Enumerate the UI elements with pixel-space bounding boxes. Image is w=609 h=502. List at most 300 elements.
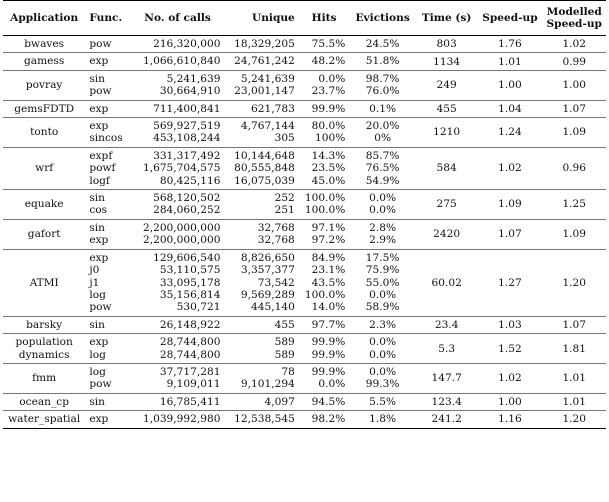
cell-hits-value: 80.0%	[311, 120, 346, 133]
cell-application-value: gamess	[24, 55, 65, 68]
cell-unique	[224, 147, 298, 189]
cell-application	[3, 316, 85, 333]
cell-calls-value: 530,721	[176, 301, 221, 314]
cell-time: 1210	[416, 118, 477, 148]
cell-application	[3, 334, 85, 364]
table-row	[3, 334, 606, 364]
cell-unique	[224, 334, 298, 364]
cell-calls-value: 1,039,992,980	[142, 413, 221, 426]
cell-time: 241.2	[416, 411, 477, 428]
cell-unique-value: 589	[274, 348, 295, 361]
cell-func-value: sin	[89, 318, 105, 331]
cell-evictions-value: 58.9%	[365, 301, 400, 314]
cell-hits-value: 23.5%	[311, 162, 346, 175]
cell-evictions-value: 0.0%	[369, 204, 397, 217]
cell-func-value: sin	[89, 192, 105, 205]
cell-calls	[131, 118, 225, 148]
cell-func-value: log	[89, 365, 106, 378]
header-modelled-line1: Modelled	[546, 6, 602, 18]
cell-application-value: ocean_cp	[19, 395, 70, 408]
cell-evictions	[349, 70, 416, 100]
cell-calls-value: 1,066,610,840	[142, 55, 221, 68]
cell-func-value: exp	[89, 336, 109, 349]
table-row	[3, 53, 606, 70]
cell-evictions-value: 0.0%	[369, 336, 397, 349]
cell-calls-value: 331,317,492	[153, 149, 221, 162]
cell-func-value: sincos	[89, 132, 123, 145]
cell-modelled-speedup: 1.07	[542, 316, 606, 333]
cell-calls-value: 216,320,000	[153, 38, 221, 50]
cell-modelled-speedup: 1.01	[542, 393, 606, 410]
cell-func-value: pow	[89, 38, 112, 50]
cell-calls-value: 711,400,841	[153, 102, 221, 115]
cell-calls-value: 5,241,639	[166, 72, 221, 85]
cell-calls	[131, 219, 225, 249]
cell-calls	[131, 411, 225, 428]
cell-unique-value: 32,768	[257, 221, 295, 234]
cell-calls-value: 2,200,000,000	[142, 221, 221, 234]
cell-unique-value: 73,542	[257, 276, 295, 289]
cell-unique-value: 24,761,242	[234, 55, 295, 68]
cell-unique	[224, 411, 298, 428]
cell-evictions-value: 5.5%	[369, 395, 397, 408]
header-unique: Unique	[224, 1, 298, 36]
cell-func-value: sin	[89, 395, 105, 408]
cell-application-value: water_spatial	[8, 413, 81, 426]
cell-func-value: pow	[89, 378, 112, 391]
table-row	[3, 147, 606, 189]
cell-evictions	[349, 334, 416, 364]
cell-hits	[299, 316, 349, 333]
cell-unique-value: 445,140	[251, 301, 295, 314]
cell-calls	[131, 147, 225, 189]
cell-hits	[299, 53, 349, 70]
cell-unique-value: 305	[274, 132, 295, 145]
cell-calls	[131, 316, 225, 333]
cell-speedup: 1.03	[477, 316, 542, 333]
cell-calls	[131, 363, 225, 393]
cell-func-value: j1	[89, 276, 100, 289]
cell-evictions-value: 20.0%	[365, 120, 400, 133]
cell-time: 123.4	[416, 393, 477, 410]
cell-unique-value: 9,101,294	[240, 378, 295, 391]
cell-time: 23.4	[416, 316, 477, 333]
cell-func	[85, 219, 130, 249]
cell-unique-value: 8,826,650	[240, 251, 295, 264]
cell-calls-value: 284,060,252	[153, 204, 221, 217]
cell-func-value: log	[89, 288, 106, 301]
cell-unique-value: 4,097	[264, 395, 295, 408]
cell-calls-value: 568,120,502	[153, 192, 221, 205]
cell-calls-value: 37,717,281	[159, 365, 221, 378]
cell-func-value: sin	[89, 72, 105, 85]
cell-application-value: equake	[24, 198, 64, 211]
cell-hits-value: 45.0%	[311, 174, 346, 187]
cell-evictions-value: 76.5%	[365, 162, 400, 175]
cell-calls	[131, 100, 225, 117]
cell-application	[3, 219, 85, 249]
cell-func	[85, 36, 130, 53]
table-row	[3, 100, 606, 117]
cell-func-value: exp	[89, 120, 109, 133]
cell-unique-value: 4,767,144	[240, 120, 295, 133]
cell-calls	[131, 334, 225, 364]
cell-speedup: 1.02	[477, 147, 542, 189]
cell-evictions	[349, 53, 416, 70]
cell-speedup: 1.07	[477, 219, 542, 249]
cell-func-value: pow	[89, 301, 112, 314]
cell-modelled-speedup: 1.25	[542, 190, 606, 220]
header-calls: No. of calls	[131, 1, 225, 36]
cell-unique-value: 32,768	[257, 234, 295, 247]
cell-func-value: exp	[89, 234, 109, 247]
cell-calls	[131, 36, 225, 53]
header-modelled-speedup	[542, 1, 606, 36]
cell-time: 60.02	[416, 249, 477, 316]
cell-hits-value: 23.7%	[311, 85, 346, 98]
cell-application	[3, 100, 85, 117]
cell-unique-value: 5,241,639	[240, 72, 295, 85]
cell-speedup: 1.16	[477, 411, 542, 428]
cell-calls-value: 28,744,800	[159, 348, 221, 361]
cell-application	[3, 411, 85, 428]
cell-evictions-value: 51.8%	[365, 55, 400, 68]
cell-unique-value: 78	[281, 365, 295, 378]
cell-unique	[224, 190, 298, 220]
cell-hits	[299, 36, 349, 53]
cell-evictions-value: 2.9%	[369, 234, 397, 247]
cell-calls-value: 9,109,011	[166, 378, 221, 391]
cell-speedup: 1.04	[477, 100, 542, 117]
cell-func	[85, 393, 130, 410]
header-modelled-line2: Speed-up	[546, 18, 602, 30]
cell-hits-value: 100.0%	[304, 192, 346, 205]
cell-hits-value: 0.0%	[318, 378, 346, 391]
cell-hits-value: 23.1%	[311, 264, 346, 277]
cell-calls-value: 28,744,800	[159, 336, 221, 349]
cell-calls	[131, 70, 225, 100]
cell-evictions	[349, 249, 416, 316]
cell-func	[85, 316, 130, 333]
cell-func-value: expf	[89, 149, 113, 162]
cell-func-value: j0	[89, 264, 100, 277]
cell-hits-value: 97.1%	[311, 221, 346, 234]
cell-application-value: population	[15, 336, 73, 349]
cell-application-value: wrf	[35, 162, 54, 175]
cell-evictions-value: 0.0%	[369, 192, 397, 205]
cell-speedup: 1.27	[477, 249, 542, 316]
cell-calls-value: 453,108,244	[153, 132, 221, 145]
cell-evictions	[349, 100, 416, 117]
header-hits: Hits	[299, 1, 349, 36]
cell-evictions-value: 17.5%	[365, 251, 400, 264]
cell-evictions-value: 54.9%	[365, 174, 400, 187]
cell-application-value: gemsFDTD	[14, 102, 75, 115]
cell-hits	[299, 249, 349, 316]
cell-application	[3, 53, 85, 70]
cell-modelled-speedup: 1.20	[542, 411, 606, 428]
cell-unique-value: 621,783	[251, 102, 295, 115]
cell-hits-value: 43.5%	[311, 276, 346, 289]
cell-func	[85, 334, 130, 364]
header-speedup: Speed-up	[477, 1, 542, 36]
cell-hits	[299, 411, 349, 428]
cell-modelled-speedup: 0.99	[542, 53, 606, 70]
table-row	[3, 36, 606, 53]
cell-evictions	[349, 393, 416, 410]
cell-func	[85, 100, 130, 117]
cell-func	[85, 190, 130, 220]
cell-unique	[224, 219, 298, 249]
cell-modelled-speedup: 1.00	[542, 70, 606, 100]
cell-hits-value: 100.0%	[304, 288, 346, 301]
cell-application-value: bwaves	[24, 38, 65, 50]
cell-time: 803	[416, 36, 477, 53]
cell-evictions-value: 0.0%	[369, 288, 397, 301]
cell-calls-value: 1,675,704,575	[142, 162, 221, 175]
cell-hits-value: 14.0%	[311, 301, 346, 314]
cell-evictions-value: 99.3%	[365, 378, 400, 391]
table-row	[3, 249, 606, 316]
cell-time: 1134	[416, 53, 477, 70]
cell-unique-value: 80,555,848	[234, 162, 295, 175]
cell-func-value: log	[89, 348, 106, 361]
cell-modelled-speedup: 1.09	[542, 219, 606, 249]
cell-func	[85, 363, 130, 393]
cell-modelled-speedup: 1.02	[542, 36, 606, 53]
cell-unique-value: 589	[274, 336, 295, 349]
header-row	[3, 1, 606, 36]
cell-func	[85, 411, 130, 428]
cell-application-value: povray	[25, 79, 63, 92]
table-row	[3, 118, 606, 148]
cell-unique	[224, 100, 298, 117]
table-row	[3, 393, 606, 410]
cell-application-value: tonto	[30, 126, 59, 139]
cell-unique-value: 252	[274, 192, 295, 205]
cell-application	[3, 249, 85, 316]
cell-evictions	[349, 147, 416, 189]
cell-unique	[224, 36, 298, 53]
cell-hits	[299, 190, 349, 220]
cell-application	[3, 190, 85, 220]
cell-hits-value: 84.9%	[311, 251, 346, 264]
cell-speedup: 1.00	[477, 70, 542, 100]
cell-hits-value: 99.9%	[311, 102, 346, 115]
cell-hits	[299, 363, 349, 393]
cell-func-value: pow	[89, 85, 112, 98]
cell-hits	[299, 70, 349, 100]
cell-application	[3, 70, 85, 100]
cell-hits	[299, 393, 349, 410]
cell-unique-value: 23,001,147	[234, 85, 295, 98]
cell-speedup: 1.24	[477, 118, 542, 148]
cell-hits	[299, 334, 349, 364]
cell-calls-value: 33,095,178	[159, 276, 221, 289]
cell-application	[3, 363, 85, 393]
cell-modelled-speedup: 1.09	[542, 118, 606, 148]
cell-hits-value: 0.0%	[318, 72, 346, 85]
cell-hits	[299, 118, 349, 148]
cell-evictions	[349, 219, 416, 249]
cell-evictions-value: 76.0%	[365, 85, 400, 98]
cell-calls-value: 16,785,411	[159, 395, 221, 408]
cell-calls-value: 569,927,519	[153, 120, 221, 133]
cell-func-value: exp	[89, 55, 109, 68]
cell-application	[3, 147, 85, 189]
cell-modelled-speedup: 1.01	[542, 363, 606, 393]
cell-evictions-value: 0%	[374, 132, 392, 145]
cell-func-value: exp	[89, 251, 109, 264]
cell-calls	[131, 393, 225, 410]
cell-hits-value: 75.5%	[311, 38, 346, 50]
cell-speedup: 1.01	[477, 53, 542, 70]
cell-func-value: sin	[89, 221, 105, 234]
cell-unique	[224, 316, 298, 333]
cell-unique-value: 251	[274, 204, 295, 217]
cell-unique-value: 16,075,039	[234, 174, 295, 187]
cell-modelled-speedup: 1.20	[542, 249, 606, 316]
cell-speedup: 1.76	[477, 36, 542, 53]
table-row	[3, 190, 606, 220]
cell-unique-value: 18,329,205	[234, 38, 295, 50]
cell-func-value: exp	[89, 102, 109, 115]
cell-time: 275	[416, 190, 477, 220]
cell-evictions	[349, 190, 416, 220]
cell-evictions-value: 75.9%	[365, 264, 400, 277]
cell-calls	[131, 190, 225, 220]
cell-calls-value: 53,110,575	[159, 264, 221, 277]
cell-evictions-value: 2.8%	[369, 221, 397, 234]
cell-evictions-value: 24.5%	[365, 38, 400, 50]
cell-evictions-value: 98.7%	[365, 72, 400, 85]
cell-calls	[131, 249, 225, 316]
cell-unique-value: 3,357,377	[240, 264, 295, 277]
cell-application	[3, 393, 85, 410]
cell-calls-value: 30,664,910	[159, 85, 221, 98]
cell-calls-value: 80,425,116	[159, 174, 221, 187]
cell-application	[3, 36, 85, 53]
cell-time: 2420	[416, 219, 477, 249]
cell-hits-value: 48.2%	[311, 55, 346, 68]
cell-func	[85, 53, 130, 70]
cell-calls-value: 2,200,000,000	[142, 234, 221, 247]
cell-speedup: 1.02	[477, 363, 542, 393]
cell-time: 147.7	[416, 363, 477, 393]
cell-speedup: 1.52	[477, 334, 542, 364]
cell-func-value: exp	[89, 413, 109, 426]
cell-hits-value: 97.2%	[311, 234, 346, 247]
cell-time: 5.3	[416, 334, 477, 364]
cell-application	[3, 118, 85, 148]
cell-evictions	[349, 411, 416, 428]
cell-evictions-value: 1.8%	[369, 413, 397, 426]
cell-func	[85, 118, 130, 148]
cell-evictions-value: 85.7%	[365, 149, 400, 162]
cell-hits-value: 99.9%	[311, 365, 346, 378]
cell-time: 584	[416, 147, 477, 189]
cell-modelled-speedup: 0.96	[542, 147, 606, 189]
cell-evictions-value: 2.3%	[369, 318, 397, 331]
cell-application-value: gafort	[27, 228, 61, 241]
header-evictions: Evictions	[349, 1, 416, 36]
cell-evictions	[349, 118, 416, 148]
cell-application-value: fmm	[32, 372, 57, 385]
table-row	[3, 411, 606, 428]
cell-calls-value: 26,148,922	[159, 318, 221, 331]
cell-hits-value: 99.9%	[311, 336, 346, 349]
cell-application-value: ATMI	[29, 276, 59, 289]
cell-unique	[224, 118, 298, 148]
cell-hits	[299, 100, 349, 117]
cell-evictions	[349, 363, 416, 393]
cell-hits-value: 98.2%	[311, 413, 346, 426]
cell-evictions-value: 0.1%	[369, 102, 397, 115]
table-row	[3, 316, 606, 333]
cell-hits-value: 97.7%	[311, 318, 346, 331]
cell-unique	[224, 363, 298, 393]
cell-hits-value: 94.5%	[311, 395, 346, 408]
cell-hits-value: 14.3%	[311, 149, 346, 162]
header-func: Func.	[85, 1, 130, 36]
cell-calls	[131, 53, 225, 70]
cell-unique	[224, 249, 298, 316]
cell-application-value: barsky	[26, 318, 63, 331]
table-row	[3, 363, 606, 393]
cell-unique	[224, 70, 298, 100]
cell-calls-value: 35,156,814	[159, 288, 221, 301]
cell-modelled-speedup: 1.07	[542, 100, 606, 117]
cell-speedup: 1.00	[477, 393, 542, 410]
cell-func	[85, 70, 130, 100]
cell-evictions-value: 0.0%	[369, 365, 397, 378]
cell-hits-value: 100%	[314, 132, 346, 145]
cell-func	[85, 147, 130, 189]
table-body	[3, 36, 606, 429]
cell-unique-value: 455	[274, 318, 295, 331]
cell-modelled-speedup: 1.81	[542, 334, 606, 364]
cell-speedup: 1.09	[477, 190, 542, 220]
cell-time: 455	[416, 100, 477, 117]
cell-func-value: powf	[89, 162, 116, 175]
cell-evictions-value: 55.0%	[365, 276, 400, 289]
cell-time: 249	[416, 70, 477, 100]
cell-evictions	[349, 36, 416, 53]
cell-unique-value: 10,144,648	[234, 149, 295, 162]
header-application: Application	[3, 1, 85, 36]
cell-hits-value: 99.9%	[311, 348, 346, 361]
table-header	[3, 1, 606, 36]
cell-calls-value: 129,606,540	[153, 251, 221, 264]
results-table	[3, 0, 606, 429]
header-time: Time (s)	[416, 1, 477, 36]
cell-evictions-value: 0.0%	[369, 348, 397, 361]
cell-unique-value: 12,538,545	[234, 413, 295, 426]
table-row	[3, 219, 606, 249]
cell-evictions	[349, 316, 416, 333]
cell-func-value: cos	[89, 204, 108, 217]
cell-hits-value: 100.0%	[304, 204, 346, 217]
cell-application-value: dynamics	[18, 348, 70, 361]
cell-unique	[224, 393, 298, 410]
cell-unique-value: 9,569,289	[240, 288, 295, 301]
table-row	[3, 70, 606, 100]
cell-hits	[299, 219, 349, 249]
cell-func	[85, 249, 130, 316]
cell-func-value: logf	[89, 174, 110, 187]
cell-unique	[224, 53, 298, 70]
cell-hits	[299, 147, 349, 189]
